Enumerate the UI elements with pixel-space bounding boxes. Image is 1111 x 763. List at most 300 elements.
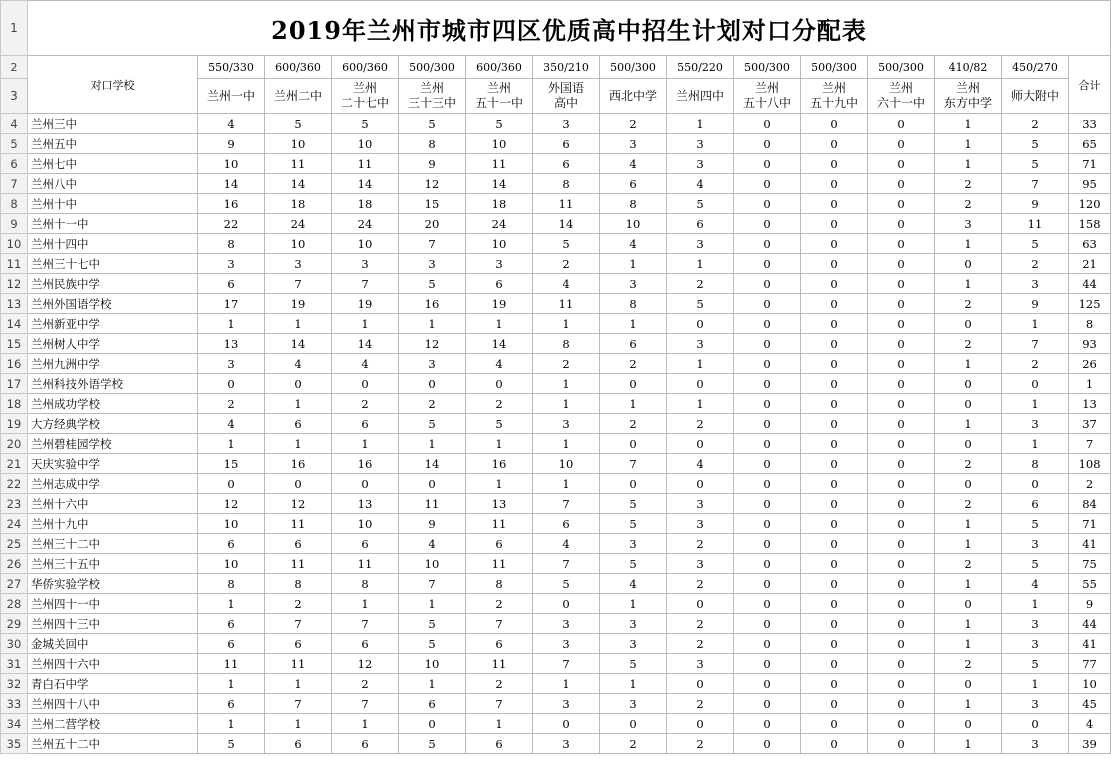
value-cell[interactable]: 14 <box>466 334 533 354</box>
value-cell[interactable]: 1 <box>1002 314 1069 334</box>
value-cell[interactable]: 11 <box>265 514 332 534</box>
value-cell[interactable]: 11 <box>198 654 265 674</box>
value-cell[interactable]: 0 <box>734 114 801 134</box>
total-cell[interactable]: 41 <box>1069 634 1111 654</box>
school-name-cell[interactable]: 兰州新亚中学 <box>28 314 198 334</box>
school-name-cell[interactable]: 兰州成功学校 <box>28 394 198 414</box>
value-cell[interactable]: 11 <box>466 554 533 574</box>
value-cell[interactable]: 1 <box>935 154 1002 174</box>
value-cell[interactable]: 3 <box>600 274 667 294</box>
value-cell[interactable]: 2 <box>600 354 667 374</box>
value-cell[interactable]: 1 <box>1002 594 1069 614</box>
value-cell[interactable]: 1 <box>1002 674 1069 694</box>
value-cell[interactable]: 0 <box>801 294 868 314</box>
school-name-cell[interactable]: 兰州四十三中 <box>28 614 198 634</box>
value-cell[interactable]: 5 <box>399 734 466 754</box>
value-cell[interactable]: 3 <box>667 234 734 254</box>
value-cell[interactable]: 16 <box>466 454 533 474</box>
value-cell[interactable]: 0 <box>868 674 935 694</box>
value-cell[interactable]: 4 <box>466 354 533 374</box>
value-cell[interactable]: 2 <box>533 254 600 274</box>
value-cell[interactable]: 11 <box>399 494 466 514</box>
total-cell[interactable]: 44 <box>1069 614 1111 634</box>
value-cell[interactable]: 3 <box>600 694 667 714</box>
value-cell[interactable]: 5 <box>332 114 399 134</box>
value-cell[interactable]: 0 <box>868 714 935 734</box>
value-cell[interactable]: 0 <box>801 634 868 654</box>
value-cell[interactable]: 4 <box>667 174 734 194</box>
value-cell[interactable]: 0 <box>734 374 801 394</box>
value-cell[interactable]: 5 <box>600 654 667 674</box>
value-cell[interactable]: 5 <box>399 114 466 134</box>
value-cell[interactable]: 7 <box>600 454 667 474</box>
value-cell[interactable]: 11 <box>1002 214 1069 234</box>
value-cell[interactable]: 0 <box>935 374 1002 394</box>
school-name-cell[interactable]: 华侨实验学校 <box>28 574 198 594</box>
value-cell[interactable]: 0 <box>801 734 868 754</box>
value-cell[interactable]: 5 <box>1002 134 1069 154</box>
total-cell[interactable]: 125 <box>1069 294 1111 314</box>
value-cell[interactable]: 5 <box>198 734 265 754</box>
value-cell[interactable]: 24 <box>466 214 533 234</box>
value-cell[interactable]: 0 <box>935 314 1002 334</box>
school-name-cell[interactable]: 兰州外国语学校 <box>28 294 198 314</box>
value-cell[interactable]: 11 <box>466 154 533 174</box>
value-cell[interactable]: 5 <box>1002 654 1069 674</box>
value-cell[interactable]: 0 <box>1002 714 1069 734</box>
value-cell[interactable]: 6 <box>198 694 265 714</box>
value-cell[interactable]: 0 <box>734 714 801 734</box>
value-cell[interactable]: 12 <box>198 494 265 514</box>
value-cell[interactable]: 10 <box>600 214 667 234</box>
value-cell[interactable]: 0 <box>734 734 801 754</box>
value-cell[interactable]: 2 <box>1002 354 1069 374</box>
value-cell[interactable]: 6 <box>466 634 533 654</box>
value-cell[interactable]: 9 <box>399 514 466 534</box>
value-cell[interactable]: 0 <box>734 134 801 154</box>
value-cell[interactable]: 0 <box>734 614 801 634</box>
value-cell[interactable]: 0 <box>868 154 935 174</box>
value-cell[interactable]: 1 <box>265 714 332 734</box>
value-cell[interactable]: 14 <box>265 334 332 354</box>
total-cell[interactable]: 55 <box>1069 574 1111 594</box>
value-cell[interactable]: 5 <box>533 234 600 254</box>
value-cell[interactable]: 5 <box>1002 234 1069 254</box>
school-name-cell[interactable]: 兰州八中 <box>28 174 198 194</box>
value-cell[interactable]: 1 <box>667 114 734 134</box>
total-cell[interactable]: 71 <box>1069 154 1111 174</box>
value-cell[interactable]: 0 <box>734 154 801 174</box>
value-cell[interactable]: 8 <box>1002 454 1069 474</box>
value-cell[interactable]: 24 <box>332 214 399 234</box>
value-cell[interactable]: 0 <box>734 354 801 374</box>
value-cell[interactable]: 2 <box>935 294 1002 314</box>
value-cell[interactable]: 0 <box>734 394 801 414</box>
value-cell[interactable]: 6 <box>198 614 265 634</box>
value-cell[interactable]: 1 <box>935 134 1002 154</box>
value-cell[interactable]: 2 <box>332 674 399 694</box>
value-cell[interactable]: 6 <box>600 174 667 194</box>
value-cell[interactable]: 8 <box>533 334 600 354</box>
value-cell[interactable]: 3 <box>1002 694 1069 714</box>
value-cell[interactable]: 0 <box>332 474 399 494</box>
value-cell[interactable]: 7 <box>332 274 399 294</box>
value-cell[interactable]: 0 <box>466 374 533 394</box>
value-cell[interactable]: 0 <box>198 374 265 394</box>
value-cell[interactable]: 1 <box>935 274 1002 294</box>
value-cell[interactable]: 5 <box>399 614 466 634</box>
value-cell[interactable]: 1 <box>935 234 1002 254</box>
value-cell[interactable]: 0 <box>801 474 868 494</box>
total-cell[interactable]: 21 <box>1069 254 1111 274</box>
value-cell[interactable]: 1 <box>265 434 332 454</box>
value-cell[interactable]: 4 <box>265 354 332 374</box>
value-cell[interactable]: 0 <box>265 374 332 394</box>
school-name-cell[interactable]: 兰州三中 <box>28 114 198 134</box>
value-cell[interactable]: 11 <box>265 154 332 174</box>
value-cell[interactable]: 8 <box>533 174 600 194</box>
value-cell[interactable]: 0 <box>734 474 801 494</box>
value-cell[interactable]: 0 <box>734 334 801 354</box>
value-cell[interactable]: 3 <box>399 354 466 374</box>
value-cell[interactable]: 2 <box>600 414 667 434</box>
total-cell[interactable]: 13 <box>1069 394 1111 414</box>
school-name-cell[interactable]: 兰州十一中 <box>28 214 198 234</box>
value-cell[interactable]: 2 <box>600 114 667 134</box>
value-cell[interactable]: 6 <box>332 734 399 754</box>
value-cell[interactable]: 1 <box>935 634 1002 654</box>
total-cell[interactable]: 41 <box>1069 534 1111 554</box>
total-cell[interactable]: 10 <box>1069 674 1111 694</box>
value-cell[interactable]: 1 <box>332 314 399 334</box>
value-cell[interactable]: 2 <box>667 534 734 554</box>
value-cell[interactable]: 9 <box>1002 294 1069 314</box>
value-cell[interactable]: 3 <box>1002 614 1069 634</box>
value-cell[interactable]: 2 <box>1002 254 1069 274</box>
value-cell[interactable]: 1 <box>935 734 1002 754</box>
value-cell[interactable]: 2 <box>466 674 533 694</box>
value-cell[interactable]: 0 <box>868 314 935 334</box>
value-cell[interactable]: 2 <box>667 414 734 434</box>
value-cell[interactable]: 2 <box>667 634 734 654</box>
value-cell[interactable]: 0 <box>734 174 801 194</box>
value-cell[interactable]: 0 <box>600 714 667 734</box>
value-cell[interactable]: 0 <box>801 314 868 334</box>
value-cell[interactable]: 0 <box>801 134 868 154</box>
value-cell[interactable]: 1 <box>600 254 667 274</box>
value-cell[interactable]: 0 <box>801 174 868 194</box>
total-cell[interactable]: 71 <box>1069 514 1111 534</box>
value-cell[interactable]: 0 <box>801 554 868 574</box>
value-cell[interactable]: 0 <box>734 214 801 234</box>
value-cell[interactable]: 13 <box>198 334 265 354</box>
value-cell[interactable]: 16 <box>198 194 265 214</box>
value-cell[interactable]: 10 <box>533 454 600 474</box>
value-cell[interactable]: 0 <box>801 274 868 294</box>
value-cell[interactable]: 4 <box>600 154 667 174</box>
value-cell[interactable]: 7 <box>399 234 466 254</box>
school-name-cell[interactable]: 兰州九洲中学 <box>28 354 198 374</box>
school-name-cell[interactable]: 兰州科技外语学校 <box>28 374 198 394</box>
value-cell[interactable]: 9 <box>399 154 466 174</box>
value-cell[interactable]: 0 <box>734 654 801 674</box>
value-cell[interactable]: 2 <box>533 354 600 374</box>
value-cell[interactable]: 11 <box>265 554 332 574</box>
value-cell[interactable]: 6 <box>265 414 332 434</box>
value-cell[interactable]: 0 <box>868 214 935 234</box>
value-cell[interactable]: 1 <box>332 594 399 614</box>
value-cell[interactable]: 0 <box>667 314 734 334</box>
value-cell[interactable]: 0 <box>868 454 935 474</box>
value-cell[interactable]: 0 <box>667 474 734 494</box>
value-cell[interactable]: 0 <box>801 614 868 634</box>
value-cell[interactable]: 0 <box>801 254 868 274</box>
value-cell[interactable]: 0 <box>734 554 801 574</box>
value-cell[interactable]: 2 <box>265 594 332 614</box>
value-cell[interactable]: 1 <box>667 254 734 274</box>
value-cell[interactable]: 3 <box>1002 534 1069 554</box>
value-cell[interactable]: 1 <box>667 394 734 414</box>
value-cell[interactable]: 7 <box>533 654 600 674</box>
school-name-cell[interactable]: 兰州七中 <box>28 154 198 174</box>
total-cell[interactable]: 7 <box>1069 434 1111 454</box>
value-cell[interactable]: 0 <box>801 354 868 374</box>
value-cell[interactable]: 0 <box>868 394 935 414</box>
value-cell[interactable]: 3 <box>935 214 1002 234</box>
total-cell[interactable]: 37 <box>1069 414 1111 434</box>
total-cell[interactable]: 44 <box>1069 274 1111 294</box>
value-cell[interactable]: 8 <box>600 194 667 214</box>
value-cell[interactable]: 10 <box>332 514 399 534</box>
value-cell[interactable]: 1 <box>533 374 600 394</box>
value-cell[interactable]: 0 <box>868 194 935 214</box>
value-cell[interactable]: 16 <box>399 294 466 314</box>
value-cell[interactable]: 0 <box>734 434 801 454</box>
value-cell[interactable]: 0 <box>868 434 935 454</box>
value-cell[interactable]: 0 <box>667 714 734 734</box>
total-cell[interactable]: 1 <box>1069 374 1111 394</box>
value-cell[interactable]: 0 <box>801 334 868 354</box>
value-cell[interactable]: 0 <box>868 494 935 514</box>
value-cell[interactable]: 14 <box>198 174 265 194</box>
school-name-cell[interactable]: 兰州四十八中 <box>28 694 198 714</box>
value-cell[interactable]: 0 <box>868 734 935 754</box>
total-cell[interactable]: 65 <box>1069 134 1111 154</box>
value-cell[interactable]: 6 <box>399 694 466 714</box>
school-name-cell[interactable]: 青白石中学 <box>28 674 198 694</box>
value-cell[interactable]: 1 <box>399 674 466 694</box>
value-cell[interactable]: 1 <box>399 434 466 454</box>
value-cell[interactable]: 1 <box>198 714 265 734</box>
value-cell[interactable]: 3 <box>466 254 533 274</box>
value-cell[interactable]: 8 <box>600 294 667 314</box>
value-cell[interactable]: 6 <box>533 514 600 534</box>
value-cell[interactable]: 12 <box>265 494 332 514</box>
value-cell[interactable]: 18 <box>332 194 399 214</box>
value-cell[interactable]: 0 <box>667 674 734 694</box>
value-cell[interactable]: 7 <box>533 494 600 514</box>
value-cell[interactable]: 0 <box>734 674 801 694</box>
value-cell[interactable]: 5 <box>667 294 734 314</box>
value-cell[interactable]: 2 <box>935 334 1002 354</box>
value-cell[interactable]: 1 <box>265 394 332 414</box>
value-cell[interactable]: 7 <box>533 554 600 574</box>
value-cell[interactable]: 6 <box>667 214 734 234</box>
value-cell[interactable]: 4 <box>332 354 399 374</box>
value-cell[interactable]: 2 <box>466 594 533 614</box>
value-cell[interactable]: 6 <box>265 534 332 554</box>
total-cell[interactable]: 108 <box>1069 454 1111 474</box>
value-cell[interactable]: 0 <box>868 354 935 374</box>
total-cell[interactable]: 63 <box>1069 234 1111 254</box>
value-cell[interactable]: 5 <box>600 514 667 534</box>
value-cell[interactable]: 0 <box>600 434 667 454</box>
value-cell[interactable]: 10 <box>198 554 265 574</box>
value-cell[interactable]: 1 <box>466 474 533 494</box>
value-cell[interactable]: 1 <box>332 714 399 734</box>
value-cell[interactable]: 10 <box>332 134 399 154</box>
value-cell[interactable]: 5 <box>399 274 466 294</box>
value-cell[interactable]: 9 <box>198 134 265 154</box>
value-cell[interactable]: 17 <box>198 294 265 314</box>
value-cell[interactable]: 0 <box>734 234 801 254</box>
value-cell[interactable]: 9 <box>1002 194 1069 214</box>
school-name-cell[interactable]: 兰州民族中学 <box>28 274 198 294</box>
value-cell[interactable]: 0 <box>734 634 801 654</box>
value-cell[interactable]: 3 <box>399 254 466 274</box>
value-cell[interactable]: 0 <box>265 474 332 494</box>
value-cell[interactable]: 1 <box>935 534 1002 554</box>
value-cell[interactable]: 7 <box>265 614 332 634</box>
value-cell[interactable]: 1 <box>533 394 600 414</box>
value-cell[interactable]: 1 <box>198 434 265 454</box>
value-cell[interactable]: 2 <box>935 174 1002 194</box>
value-cell[interactable]: 1 <box>600 674 667 694</box>
value-cell[interactable]: 0 <box>868 254 935 274</box>
value-cell[interactable]: 5 <box>265 114 332 134</box>
value-cell[interactable]: 0 <box>868 294 935 314</box>
school-name-cell[interactable]: 兰州四十一中 <box>28 594 198 614</box>
value-cell[interactable]: 3 <box>600 534 667 554</box>
value-cell[interactable]: 0 <box>734 454 801 474</box>
value-cell[interactable]: 5 <box>466 414 533 434</box>
value-cell[interactable]: 3 <box>1002 414 1069 434</box>
value-cell[interactable]: 2 <box>935 654 1002 674</box>
value-cell[interactable]: 12 <box>399 174 466 194</box>
value-cell[interactable]: 7 <box>265 274 332 294</box>
value-cell[interactable]: 0 <box>801 434 868 454</box>
value-cell[interactable]: 0 <box>198 474 265 494</box>
value-cell[interactable]: 0 <box>868 334 935 354</box>
school-name-cell[interactable]: 兰州志成中学 <box>28 474 198 494</box>
value-cell[interactable]: 1 <box>935 614 1002 634</box>
value-cell[interactable]: 10 <box>265 234 332 254</box>
school-name-cell[interactable]: 兰州十九中 <box>28 514 198 534</box>
value-cell[interactable]: 2 <box>667 734 734 754</box>
value-cell[interactable]: 3 <box>667 154 734 174</box>
value-cell[interactable]: 10 <box>198 154 265 174</box>
total-cell[interactable]: 77 <box>1069 654 1111 674</box>
value-cell[interactable]: 0 <box>734 574 801 594</box>
value-cell[interactable]: 3 <box>667 334 734 354</box>
value-cell[interactable]: 0 <box>868 534 935 554</box>
value-cell[interactable]: 0 <box>801 654 868 674</box>
value-cell[interactable]: 4 <box>198 114 265 134</box>
value-cell[interactable]: 1 <box>600 394 667 414</box>
value-cell[interactable]: 11 <box>466 654 533 674</box>
value-cell[interactable]: 3 <box>198 354 265 374</box>
value-cell[interactable]: 0 <box>667 594 734 614</box>
value-cell[interactable]: 0 <box>868 474 935 494</box>
value-cell[interactable]: 0 <box>801 674 868 694</box>
value-cell[interactable]: 1 <box>399 314 466 334</box>
value-cell[interactable]: 11 <box>265 654 332 674</box>
value-cell[interactable]: 1 <box>265 314 332 334</box>
value-cell[interactable]: 14 <box>466 174 533 194</box>
value-cell[interactable]: 6 <box>198 534 265 554</box>
value-cell[interactable]: 3 <box>600 614 667 634</box>
total-cell[interactable]: 33 <box>1069 114 1111 134</box>
value-cell[interactable]: 0 <box>868 114 935 134</box>
value-cell[interactable]: 0 <box>600 474 667 494</box>
school-name-cell[interactable]: 兰州三十五中 <box>28 554 198 574</box>
value-cell[interactable]: 22 <box>198 214 265 234</box>
value-cell[interactable]: 0 <box>734 194 801 214</box>
value-cell[interactable]: 0 <box>935 674 1002 694</box>
value-cell[interactable]: 1 <box>1002 434 1069 454</box>
value-cell[interactable]: 0 <box>801 574 868 594</box>
value-cell[interactable]: 0 <box>935 434 1002 454</box>
school-name-cell[interactable]: 兰州二营学校 <box>28 714 198 734</box>
value-cell[interactable]: 3 <box>533 114 600 134</box>
value-cell[interactable]: 0 <box>801 494 868 514</box>
value-cell[interactable]: 0 <box>868 414 935 434</box>
value-cell[interactable]: 0 <box>868 174 935 194</box>
value-cell[interactable]: 3 <box>533 634 600 654</box>
value-cell[interactable]: 7 <box>332 694 399 714</box>
total-cell[interactable]: 8 <box>1069 314 1111 334</box>
value-cell[interactable]: 18 <box>265 194 332 214</box>
total-cell[interactable]: 93 <box>1069 334 1111 354</box>
value-cell[interactable]: 0 <box>533 714 600 734</box>
value-cell[interactable]: 24 <box>265 214 332 234</box>
value-cell[interactable]: 3 <box>600 134 667 154</box>
value-cell[interactable]: 3 <box>533 614 600 634</box>
value-cell[interactable]: 6 <box>332 414 399 434</box>
value-cell[interactable]: 1 <box>198 674 265 694</box>
value-cell[interactable]: 0 <box>801 534 868 554</box>
value-cell[interactable]: 0 <box>868 274 935 294</box>
value-cell[interactable]: 2 <box>935 554 1002 574</box>
value-cell[interactable]: 3 <box>600 634 667 654</box>
value-cell[interactable]: 2 <box>466 394 533 414</box>
value-cell[interactable]: 6 <box>332 634 399 654</box>
school-name-cell[interactable]: 兰州十四中 <box>28 234 198 254</box>
value-cell[interactable]: 0 <box>868 694 935 714</box>
value-cell[interactable]: 14 <box>265 174 332 194</box>
value-cell[interactable]: 7 <box>1002 334 1069 354</box>
value-cell[interactable]: 10 <box>466 234 533 254</box>
value-cell[interactable]: 5 <box>399 634 466 654</box>
value-cell[interactable]: 3 <box>265 254 332 274</box>
value-cell[interactable]: 7 <box>466 614 533 634</box>
value-cell[interactable]: 2 <box>935 494 1002 514</box>
value-cell[interactable]: 2 <box>399 394 466 414</box>
value-cell[interactable]: 0 <box>399 714 466 734</box>
value-cell[interactable]: 4 <box>600 234 667 254</box>
value-cell[interactable]: 3 <box>667 554 734 574</box>
value-cell[interactable]: 0 <box>667 434 734 454</box>
